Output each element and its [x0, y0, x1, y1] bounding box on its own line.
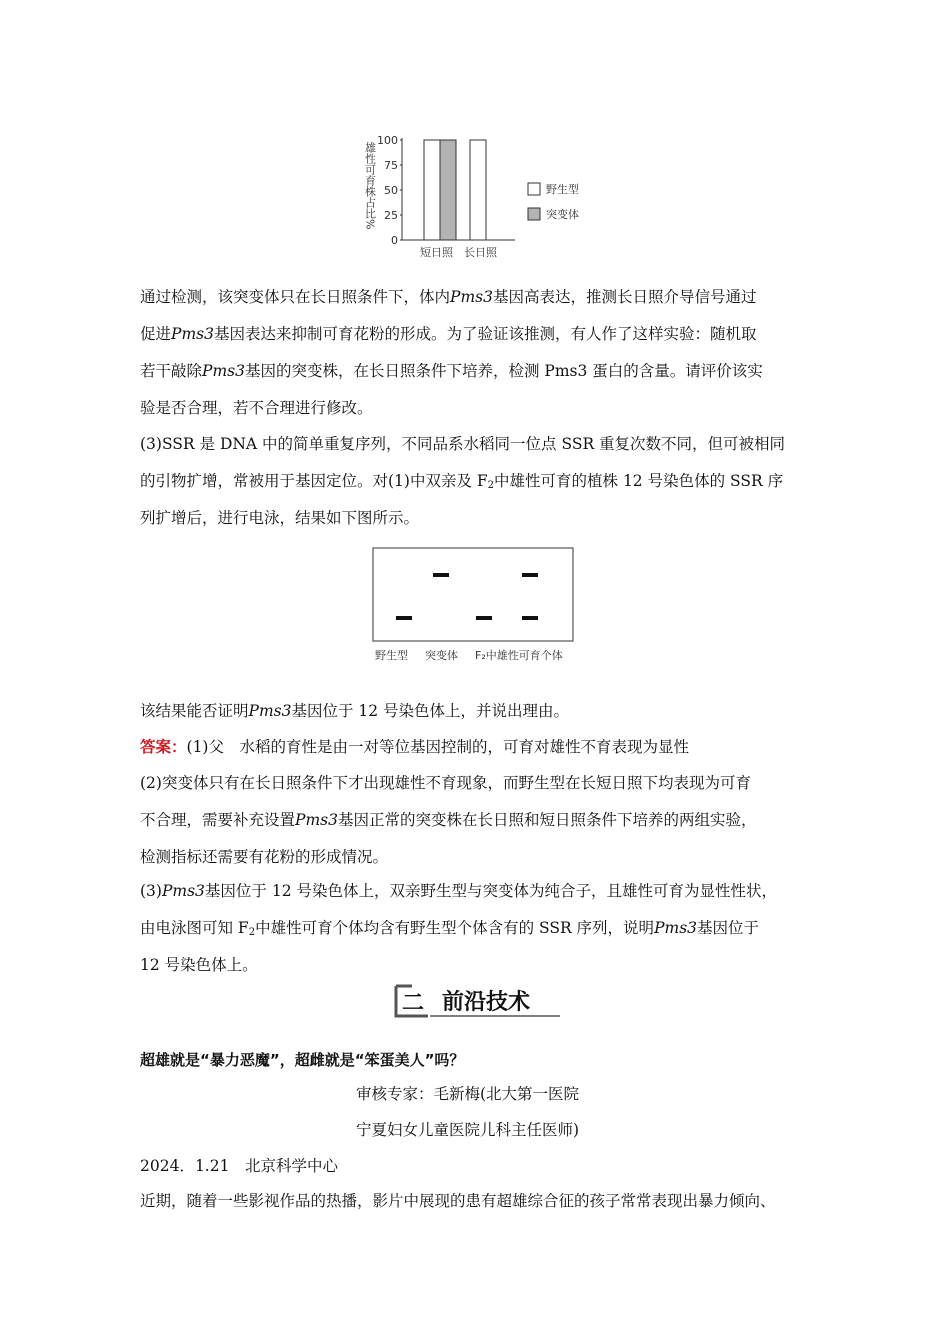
y-tick-label: 75 — [384, 159, 398, 172]
answer-line4: 检测指标还需要有花粉的形成情况。 — [140, 848, 389, 866]
para2-line3: 列扩增后，进行电泳，结果如下图所示。 — [140, 509, 420, 527]
chart-ylabel: 雄性可育株占比% — [363, 142, 377, 230]
section-title-text: 前沿技术 — [442, 990, 531, 1015]
para1-line2: 促进Pms3基因表达来抑制可育花粉的形成。为了验证该推测，有人作了这样实验：随机取 — [140, 325, 757, 343]
answer-line5: (3)Pms3基因位于 12 号染色体上，双亲野生型与突变体为纯合子，且雄性可育为显性性状， — [140, 882, 778, 900]
bars-group — [424, 140, 486, 240]
legend-label: 野生型 — [546, 183, 579, 196]
gel-frame — [373, 548, 573, 641]
answer-line7: 12 号染色体上。 — [140, 956, 258, 974]
x-tick-label: 短日照 — [420, 246, 453, 259]
band-f2-b-upper — [522, 573, 538, 577]
gel-lane-label: F₂中雄性可育个体 — [475, 649, 563, 662]
y-axis-ticks — [377, 134, 402, 247]
y-tick-label: 100 — [377, 134, 398, 147]
bar-wildtype-0 — [424, 140, 440, 240]
y-tick-label: 25 — [384, 209, 398, 222]
section-title — [392, 982, 562, 1020]
gel-figure — [370, 545, 580, 670]
answer-line6: 由电泳图可知 $F_2$中雄性可育个体均含有野生型个体含有的 SSR 序列，说明Pms3基因位于 — [140, 919, 760, 938]
article-reviewer-line1: 审核专家：毛新梅(北大第一医院 — [356, 1085, 580, 1103]
gel-lane-label: 野生型 — [375, 649, 408, 662]
article-headline: 超雄就是“暴力恶魔”，超雌就是“笨蛋美人”吗？ — [140, 1051, 465, 1069]
article-body-line1: 近期，随着一些影视作品的热播，影片中展现的患有超雄综合征的孩子常常表现出暴力倾向、 — [140, 1192, 776, 1210]
x-tick-label: 长日照 — [464, 246, 497, 259]
band-wildtype-lower — [396, 616, 412, 620]
para2-line2: 的引物扩增，常被用于基因定位。对(1)中双亲及 $F_2$中雄性可育的植株 12 号染色体的 SSR 序 — [140, 472, 784, 491]
gel-lane-label: 突变体 — [425, 649, 458, 662]
answer-line1: 答案：(1)父 水稻的育性是由一对等位基因控制的，可育对雄性不育表现为显性 — [140, 737, 689, 756]
para1-line1: 通过检测，该突变体只在长日照条件下，体内Pms3基因高表达，推测长日照介导信号通过 — [140, 288, 757, 306]
question-line: 该结果能否证明Pms3基因位于 12 号染色体上，并说出理由。 — [140, 702, 570, 720]
article-dateline: 2024．1.21 北京科学中心 — [140, 1157, 338, 1175]
legend-swatch-mutant — [528, 208, 540, 220]
bar-wildtype-1 — [470, 140, 486, 240]
bar-mutant-0 — [440, 140, 456, 240]
band-mutant-upper — [433, 573, 449, 577]
para1-line4: 验是否合理，若不合理进行修改。 — [140, 399, 373, 417]
legend-label: 突变体 — [546, 208, 579, 221]
y-tick-label: 0 — [391, 234, 398, 247]
y-tick-label: 50 — [384, 184, 398, 197]
article-reviewer-line2: 宁夏妇女儿童医院儿科主任医师) — [356, 1121, 580, 1139]
answer-line3: 不合理，需要补充设置Pms3基因正常的突变株在长日照和短日照条件下培养的两组实验， — [140, 811, 757, 829]
para1-line3: 若干敲除Pms3基因的突变株，在长日照条件下培养，检测 Pms3 蛋白的含量。请评价该实 — [140, 362, 763, 380]
legend-swatch-wildtype — [528, 183, 540, 195]
band-f2-b-lower — [522, 616, 538, 620]
answer-line2: (2)突变体只有在长日照条件下才出现雄性不育现象，而野生型在长短日照下均表现为可育 — [140, 774, 751, 792]
bar-chart — [360, 130, 600, 265]
section-number: 二 — [402, 991, 425, 1016]
para2-line1: (3)SSR 是 DNA 中的简单重复序列，不同品系水稻同一位点 SSR 重复次数不同，但可被相同 — [140, 435, 786, 453]
band-f2-a-lower — [476, 616, 492, 620]
answer-label: 答案： — [140, 737, 187, 756]
